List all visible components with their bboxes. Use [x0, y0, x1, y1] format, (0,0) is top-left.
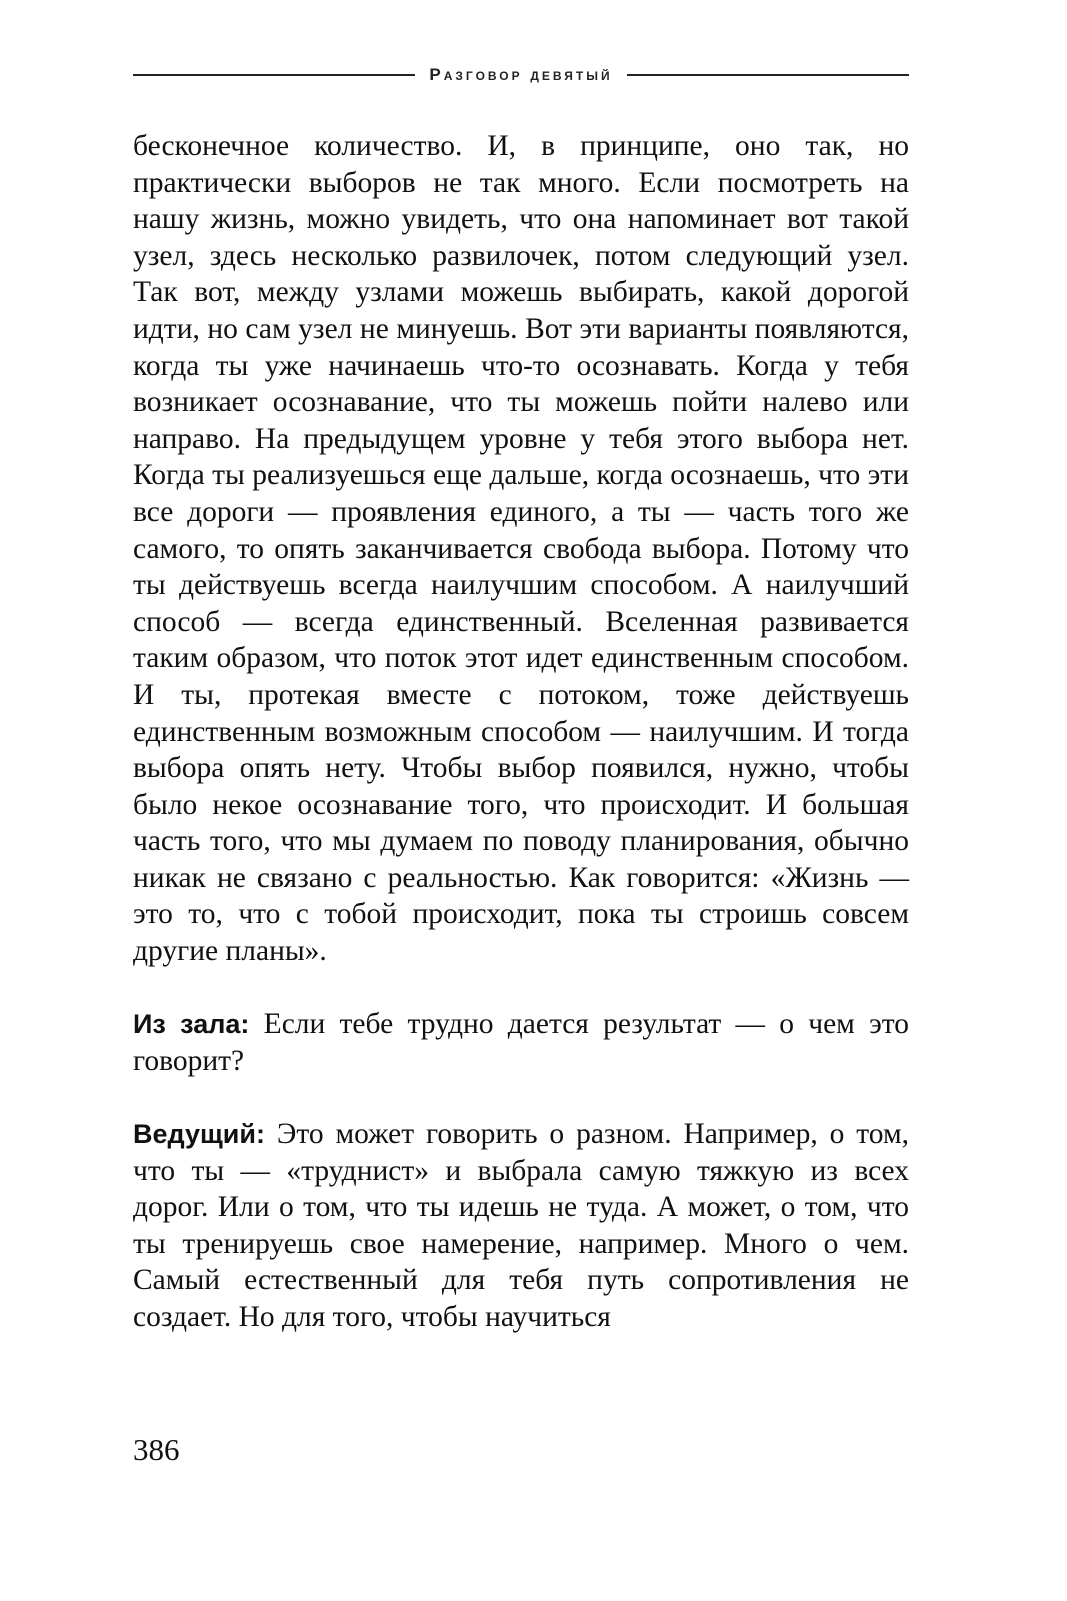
running-header	[133, 60, 909, 90]
speaker-label: Из зала:	[133, 1009, 250, 1040]
paragraph-continuation	[133, 128, 909, 970]
header-rule-left	[133, 74, 415, 76]
paragraph-text: Это может говорить о разном. Например, о том, что ты — «труднист» и выбрала самую тяжкую из всех дорог. Или о том, что ты идешь не туда. А может, о том, что ты тренируешь свое намерение, например. Много о чем. Самый естественный для тебя путь сопротивления не создает. Но для того, чтобы научиться	[133, 1118, 909, 1333]
header-rule-right	[627, 74, 909, 76]
speaker-label: Ведущий:	[133, 1119, 265, 1150]
paragraph-text: Если тебе трудно дается результат — о чем это говорит?	[133, 1008, 909, 1077]
paragraph-text: бесконечное количество. И, в принципе, оно так, но практически выборов не так много. Если посмотреть на нашу жизнь, можно увидеть, что она напоминает вот такой узел, здесь несколько развилочек, потом следующий узел. Так вот, между узлами можешь выбирать, какой дорогой идти, но сам узел не минуешь. Вот эти варианты появляются, когда ты уже начинаешь что-то осознавать. Когда у тебя возникает осознавание, что ты можешь пойти налево или направо. На предыдущем уровне у тебя этого выбора нет. Когда ты реализуешься еще дальше, когда осознаешь, что эти все дороги — проявления единого, а ты — часть того же самого, то опять заканчивается свобода выбора. Потому что ты действуешь всегда наилучшим способом. А наилучший способ — всегда единственный. Вселенная развивается таким образом, что поток этот идет единственным способом. И ты, протекая вместе с потоком, тоже действуешь единственным возможным способом — наилучшим. И тогда выбора опять нету. Чтобы выбор появился, нужно, чтобы было некое осознавание того, что происходит. И большая часть того, что мы думаем по поводу планирования, обычно никак не связано с реальностью. Как говорится: «Жизнь — это то, что с тобой происходит, пока ты строишь совсем другие планы».	[133, 130, 909, 968]
paragraph-question	[133, 1006, 909, 1079]
paragraph-answer	[133, 1116, 909, 1336]
page-number: 386	[133, 1432, 180, 1467]
chapter-title: Разговор девятый	[429, 65, 613, 84]
body-text	[133, 128, 909, 1336]
